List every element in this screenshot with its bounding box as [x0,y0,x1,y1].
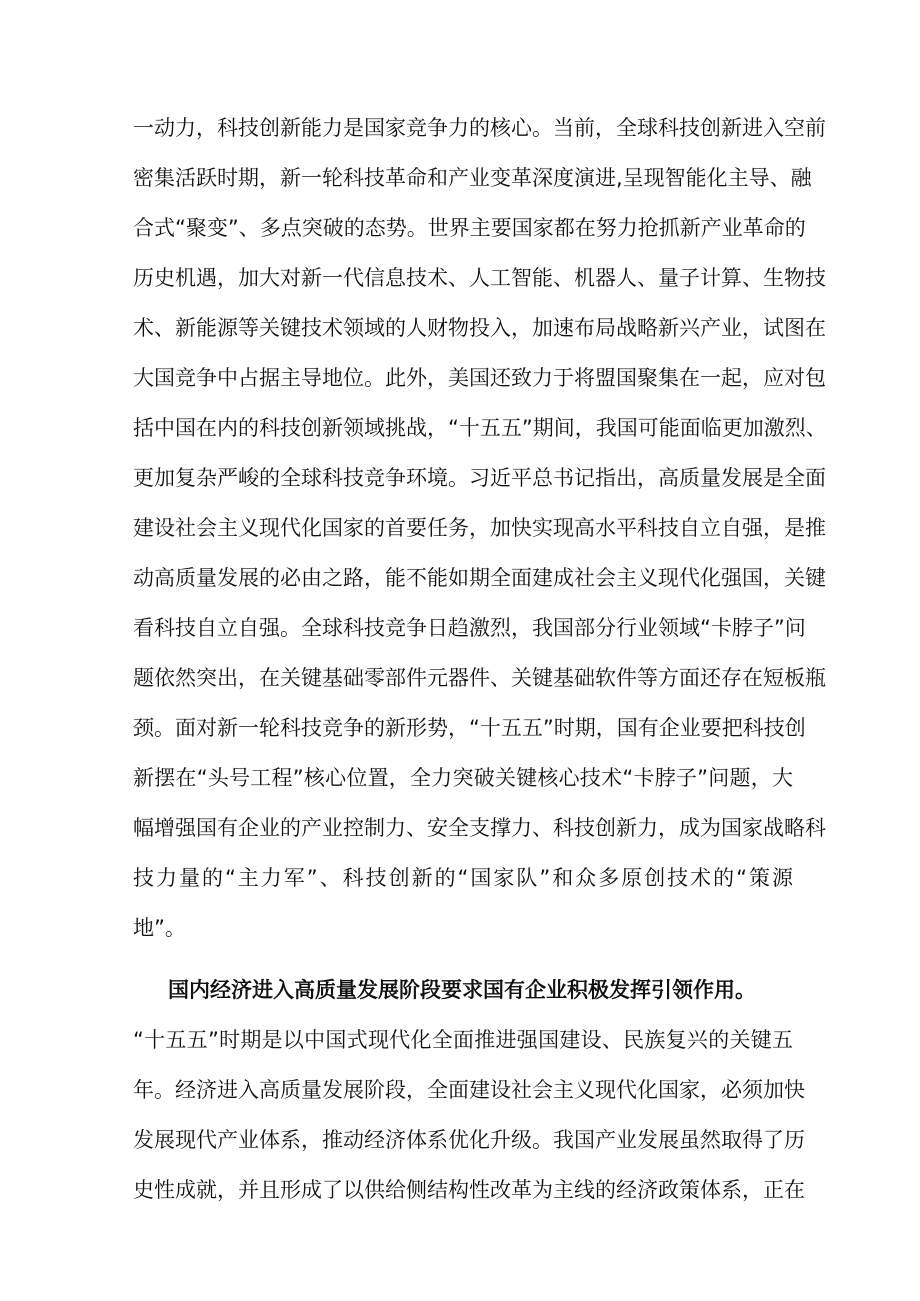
paragraph-1-line-15: 幅增强国有企业的产业控制力、安全支撑力、科技创新力，成为国家战略科 [133,816,826,840]
paragraph-1-line-7: 括中国在内的科技创新领域挑战，“十五五”期间，我国可能面临更加激烈、 [133,416,827,440]
paragraph-1-line-4: 历史机遇，加大对新一代信息技术、人工智能、机器人、量子计算、生物技 [133,266,826,290]
paragraph-1-line-13: 颈。面对新一轮科技竞争的新形势，“十五五”时期，国有企业要把科技创 [133,716,806,740]
paragraph-1-line-17: 地”。 [133,916,186,940]
paragraph-1-line-10: 动高质量发展的必由之路，能不能如期全面建成社会主义现代化强国，关键 [133,566,826,590]
paragraph-1-line-9: 建设社会主义现代化国家的首要任务，加快实现高水平科技自立自强，是推 [133,516,826,540]
paragraph-2-line-4: 史性成就，并且形成了以供给侧结构性改革为主线的经济政策体系，正在 [133,1178,805,1202]
paragraph-1-line-1: 一动力，科技创新能力是国家竞争力的核心。当前，全球科技创新进入空前 [133,116,826,140]
paragraph-1-line-3: 合式“聚变”、多点突破的态势。世界主要国家都在努力抢抓新产业革命的 [133,216,806,240]
paragraph-2-line-3: 发展现代产业体系，推动经济体系优化升级。我国产业发展虽然取得了历 [133,1128,805,1152]
paragraph-1-line-6: 大国竞争中占据主导地位。此外，美国还致力于将盟国聚集在一起，应对包 [133,366,826,390]
paragraph-1-line-2: 密集活跃时期，新一轮科技革命和产业变革深度演进,呈现智能化主导、融 [133,166,812,190]
paragraph-1-line-8: 更加复杂严峻的全球科技竞争环境。习近平总书记指出，高质量发展是全面 [133,466,826,490]
paragraph-2-line-1: “十五五”时期是以中国式现代化全面推进强国建设、民族复兴的关键五 [133,1028,793,1052]
paragraph-1-line-14: 新摆在“头号工程”核心位置，全力突破关键核心技术“卡脖子”问题，大 [133,766,793,790]
paragraph-1-line-16: 技力量的“主力军”、科技创新的“国家队”和众多原创技术的“策源 [133,866,793,890]
section-heading: 国内经济进入高质量发展阶段要求国有企业积极发挥引领作用。 [168,978,756,1002]
paragraph-2-line-2: 年。经济进入高质量发展阶段，全面建设社会主义现代化国家，必须加快 [133,1078,805,1102]
paragraph-1-line-5: 术、新能源等关键技术领域的人财物投入，加速布局战略新兴产业，试图在 [133,316,826,340]
paragraph-1-line-11: 看科技自立自强。全球科技竞争日趋激烈，我国部分行业领域“卡脖子”问 [133,616,806,640]
paragraph-1-line-12: 题依然突出，在关键基础零部件元器件、关键基础软件等方面还存在短板瓶 [133,666,826,690]
